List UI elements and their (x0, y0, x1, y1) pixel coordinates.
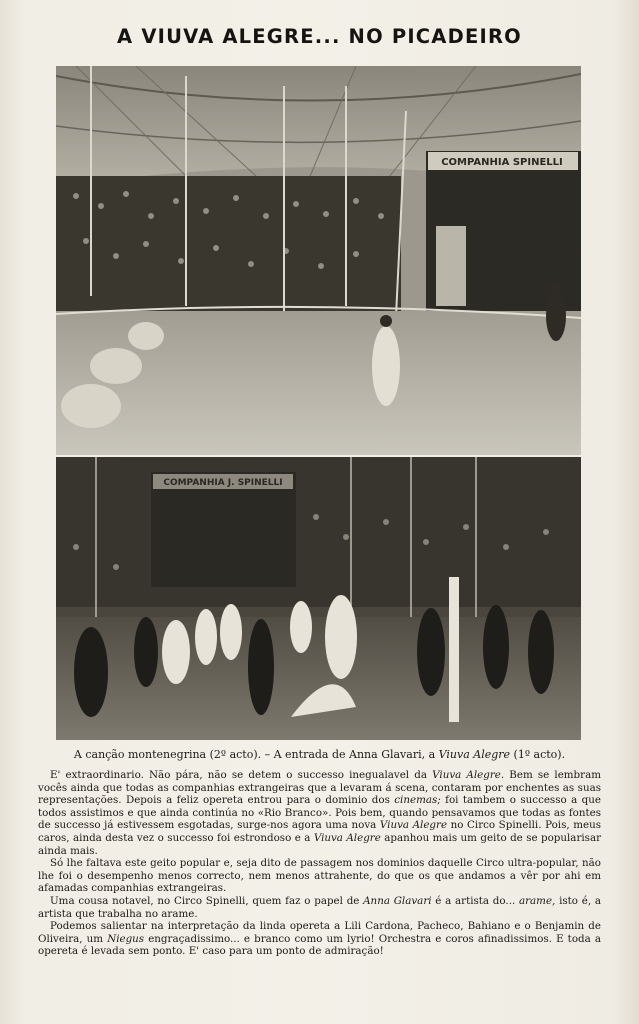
article-text: Uma cousa notavel, no Circo Spinelli, quem faz o papel de (50, 894, 364, 907)
article-paragraph (38, 769, 601, 857)
article-body (38, 769, 601, 958)
article-text: Podemos salientar na interpretação da linda opereta a Lili Cardona, Pacheco, Bahiano e o Benjamin de Oliveira, um (38, 920, 601, 945)
page-title: A VIUVA ALEGRE... NO PICADEIRO (117, 25, 522, 48)
article-text: no Circo Spinelli. Pois, meus caros, ainda desta vez o successo foi estrondoso e a (38, 819, 602, 844)
photo-top-signage: COMPANHIA SPINELLI (441, 157, 563, 168)
caption-act: (1º acto). (510, 748, 566, 761)
article-italic-text: arame, (518, 894, 556, 907)
caption-italic-title: Viuva Alegre (438, 748, 511, 761)
article-text: apanhou mais um geito de se popularisar ainda mais. (38, 831, 602, 857)
caption-text: A canção montenegrina (2º acto). – A entrada de Anna Glavari, a (73, 748, 439, 761)
article-italic-text: Anna Glavari (363, 894, 432, 907)
article-paragraph (38, 857, 601, 895)
article-text: engraçadissimo... e branco como um lyrio! Orchestra e coros afinadissimos. E toda a opereta é levada sem ponto. E' caso para um ponto de admiração! (38, 932, 601, 958)
article-italic-text: Niegus (107, 932, 145, 945)
article-italic-text: Viuva Alegre. (432, 769, 505, 781)
article-text: é a artista do... (431, 894, 519, 907)
photo-bottom-signage: COMPANHIA J. SPINELLI (163, 478, 283, 488)
article-italic-text: Viuva Alegre (313, 831, 381, 844)
article-text: isto é, a artista que trabalha no arame. (38, 894, 601, 920)
article-italic-text: Viuva Alegre (379, 819, 448, 832)
article-text: foi tambem o successo a que todos assistimos e que ainda continúa no «Rio Branco». Pois bem, quando pensavamos que todas as fontes de successo já estivessem esgotadas, surge-nos agora uma nova (38, 794, 601, 832)
photo-circus-ring-montenegrin-song (56, 66, 581, 455)
article-paragraph (38, 895, 601, 920)
article-italic-text: cinemas; (394, 794, 441, 807)
article-text: E' extraordinario. Não pára, não se detem o successo inegualavel da (50, 769, 433, 781)
photo-caption (0, 748, 639, 761)
article-paragraph (38, 920, 601, 958)
article-text: Só lhe faltava este geito popular e, seja dito de passagem nos dominios daquelle Circo ultra-popular, não lhe foi o desempenho menos correcto, nem menos attrahente, do que os que andamos a vêr por ahi em afamadas companhias extrangeiras. (38, 857, 601, 895)
article-text: Bem se lembram vocês ainda que todas as companhias extrangeiras que a levaram á scena, contaram por enchentes as suas representações. Depois a feliz opereta entrou para o dominio dos (38, 769, 601, 807)
photo-entrance-anna-glavari (56, 457, 581, 740)
